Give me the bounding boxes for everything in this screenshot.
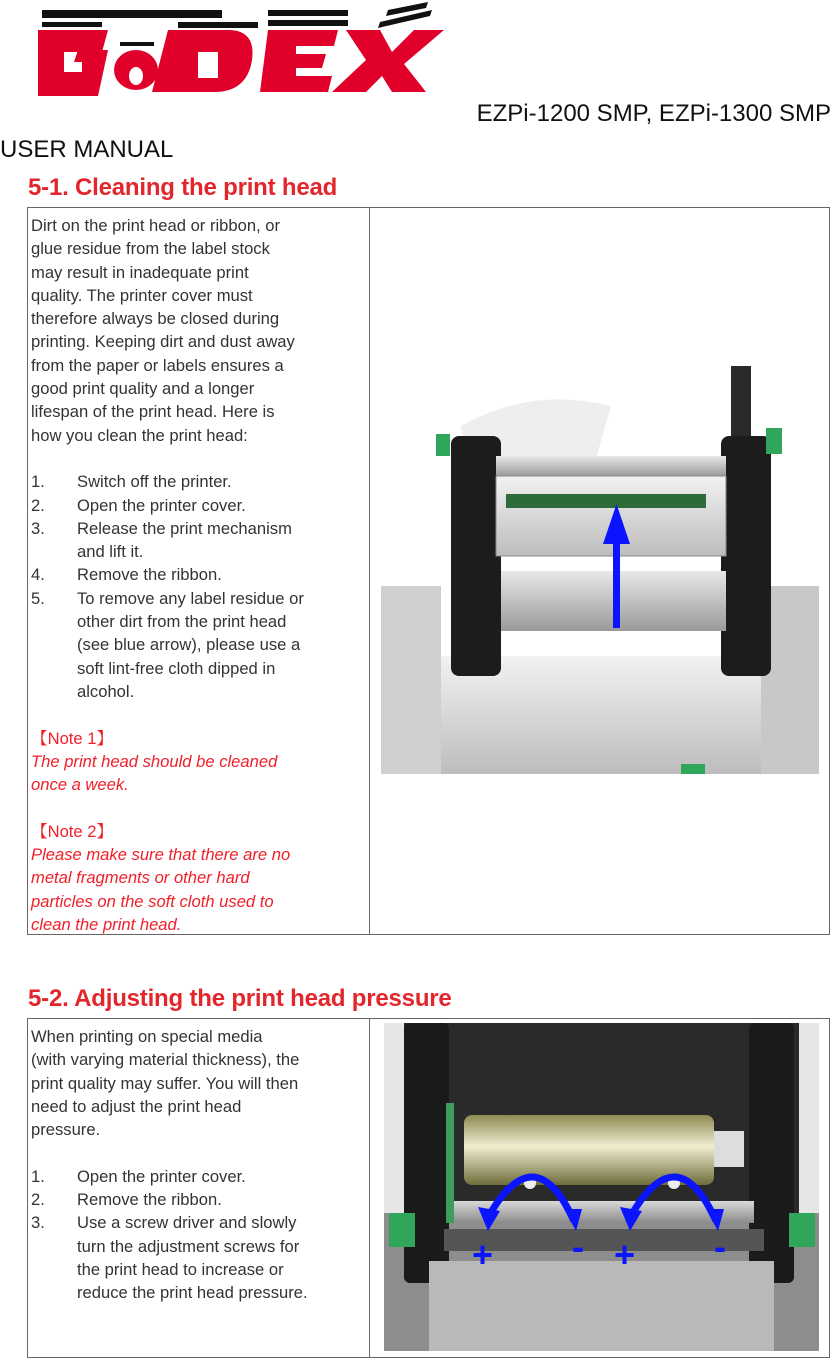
document-type: USER MANUAL (0, 136, 174, 163)
step-item (31, 540, 369, 563)
godex-logo (28, 0, 468, 98)
step-text: Switch off the printer. (77, 472, 232, 492)
step-number (31, 1281, 77, 1304)
instructions-cell (31, 1025, 369, 1305)
step-item (31, 657, 369, 680)
step-text: Remove the ribbon. (77, 565, 222, 585)
step-number: 2. (31, 1190, 45, 1210)
minus-mark: - (714, 1226, 726, 1267)
intro-line: may result in inadequate print (31, 262, 249, 282)
step-text: other dirt from the print head (77, 612, 287, 632)
section-heading-pressure: 5-2. Adjusting the print head pressure (28, 985, 452, 1012)
intro-line: from the paper or labels ensures a (31, 355, 284, 375)
step-text: Open the printer cover. (77, 495, 246, 515)
intro-line: lifespan of the print head. Here is (31, 402, 275, 422)
step-text: alcohol. (77, 681, 135, 701)
note-text: clean the print head. (31, 914, 182, 934)
blank-line (31, 796, 369, 819)
note-text: particles on the soft cloth used to (31, 891, 274, 911)
intro-line: glue residue from the label stock (31, 239, 270, 259)
step-item (31, 1211, 369, 1234)
minus-mark: - (572, 1226, 584, 1267)
intro-line: print quality may suffer. You will then (31, 1073, 299, 1093)
intro-line: Dirt on the print head or ribbon, or (31, 216, 281, 235)
section-heading-cleaning: 5-1. Cleaning the print head (28, 174, 338, 201)
column-divider (369, 208, 370, 934)
step-text: (see blue arrow), please use a (77, 635, 301, 655)
column-divider (369, 1019, 370, 1357)
step-item (31, 1165, 369, 1188)
intro-line: printing. Keeping dirt and dust away (31, 332, 295, 352)
step-item (31, 1235, 369, 1258)
intro-line: how you clean the print head: (31, 425, 248, 445)
blank-line (31, 703, 369, 726)
step-item (31, 610, 369, 633)
step-number (31, 1235, 77, 1258)
step-number (31, 540, 77, 563)
step-item (31, 633, 369, 656)
step-text: the print head to increase or (77, 1259, 284, 1279)
step-number (31, 633, 77, 656)
instructions-cell (31, 214, 369, 936)
step-text: Open the printer cover. (77, 1166, 246, 1186)
step-number: 1. (31, 1166, 45, 1186)
step-text: reduce the print head pressure. (77, 1283, 308, 1303)
step-text: Remove the ribbon. (77, 1190, 222, 1210)
note-label: 【Note 2】 (31, 821, 114, 841)
model-title: EZPi-1200 SMP, EZPi-1300 SMP (476, 100, 831, 127)
step-item (31, 1188, 369, 1211)
step-text: soft lint-free cloth dipped in (77, 658, 276, 678)
step-text: Release the print mechanism (77, 518, 292, 538)
step-text: To remove any label residue or (77, 588, 304, 608)
step-number: 3. (31, 518, 45, 538)
print-head-photo (381, 366, 819, 774)
step-item (31, 517, 369, 540)
step-item (31, 1258, 369, 1281)
step-item (31, 563, 369, 586)
blank-line (31, 447, 369, 470)
step-number: 5. (31, 588, 45, 608)
step-text: turn the adjustment screws for (77, 1236, 300, 1256)
step-number: 4. (31, 565, 45, 585)
step-number (31, 657, 77, 680)
intro-line: need to adjust the print head (31, 1096, 242, 1116)
note-text: Please make sure that there are no (31, 845, 291, 865)
step-number: 2. (31, 495, 45, 515)
section-table-cleaning (27, 207, 830, 935)
step-number (31, 610, 77, 633)
intro-line: When printing on special media (31, 1027, 263, 1046)
note-text: metal fragments or other hard (31, 868, 250, 888)
plus-mark: + (472, 1234, 494, 1275)
note-label: 【Note 1】 (31, 728, 114, 748)
print-head-pressure-photo (384, 1023, 819, 1351)
note-text: once a week. (31, 775, 129, 795)
step-text: and lift it. (77, 542, 144, 562)
intro-line: pressure. (31, 1120, 101, 1140)
step-number: 1. (31, 472, 45, 492)
step-item (31, 587, 369, 610)
step-number (31, 680, 77, 703)
intro-line: good print quality and a longer (31, 379, 255, 399)
step-item (31, 680, 369, 703)
intro-line: therefore always be closed during (31, 309, 280, 329)
section-table-pressure (27, 1018, 830, 1358)
intro-line: quality. The printer cover must (31, 285, 253, 305)
note-text: The print head should be cleaned (31, 751, 278, 771)
step-item (31, 1281, 369, 1304)
step-text: Use a screw driver and slowly (77, 1213, 297, 1233)
step-number (31, 1258, 77, 1281)
step-number: 3. (31, 1213, 45, 1233)
blank-line (31, 1141, 369, 1164)
plus-mark: + (614, 1234, 636, 1275)
step-item (31, 470, 369, 493)
intro-line: (with varying material thickness), the (31, 1050, 300, 1070)
step-item (31, 494, 369, 517)
